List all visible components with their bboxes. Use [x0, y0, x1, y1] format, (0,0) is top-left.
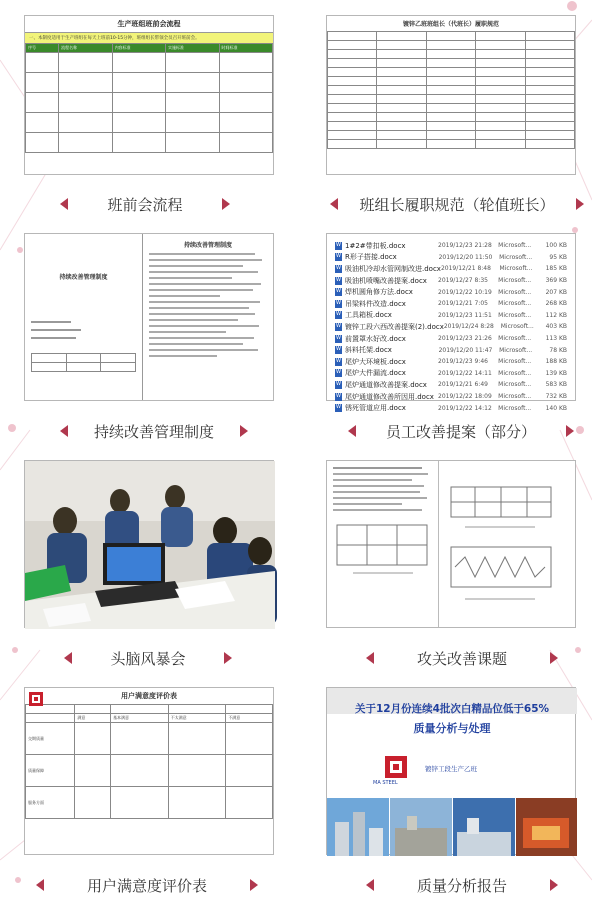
file-date: 2019/12/22 18:09: [438, 393, 492, 401]
schematic-figures: [445, 467, 565, 617]
file-type: Microsoft...: [500, 323, 534, 331]
report-org: 镀锌工段生产乙班: [425, 765, 477, 773]
file-row[interactable]: [335, 321, 567, 333]
file-type: Microsoft...: [498, 335, 532, 343]
file-type: Microsoft...: [499, 265, 533, 273]
thumbnail-file-list[interactable]: [326, 233, 576, 413]
prev-arrow-icon[interactable]: [348, 425, 356, 437]
file-date: 2019/12/23 21:26: [438, 335, 492, 343]
file-date: 2019/12/21 6:49: [438, 381, 488, 389]
row-label: 交期质量: [26, 723, 75, 755]
file-name: 工具箱板.docx: [345, 311, 392, 320]
file-size: 100 KB: [545, 242, 567, 250]
col-header-unsatisfied: 不满意: [226, 714, 273, 723]
doc-body-title: 持续改善管理制度: [183, 242, 232, 249]
file-size: 185 KB: [545, 265, 567, 273]
word-doc-icon: [335, 335, 342, 343]
word-doc-icon: [335, 277, 342, 285]
file-size: 139 KB: [545, 369, 567, 377]
file-row[interactable]: [335, 240, 567, 252]
col-header-satisfied: 满意: [75, 714, 111, 723]
card-caption: 质量分析报告: [416, 876, 507, 895]
word-doc-icon: [335, 288, 342, 296]
next-arrow-icon[interactable]: [240, 425, 248, 437]
next-arrow-icon[interactable]: [224, 652, 232, 664]
file-type: Microsoft...: [498, 311, 532, 319]
file-name: 前置罩水好改.docx: [345, 334, 406, 343]
col-header-basic: 基本满意: [111, 714, 169, 723]
word-doc-icon: [335, 265, 342, 273]
doc-body-page: [143, 234, 273, 400]
file-row[interactable]: [335, 391, 567, 403]
file-row[interactable]: [335, 263, 567, 275]
file-type: Microsoft...: [499, 253, 533, 261]
caption-row: [24, 647, 274, 669]
next-arrow-icon[interactable]: [222, 198, 230, 210]
file-type: Microsoft...: [498, 242, 532, 250]
file-size: 403 KB: [545, 323, 567, 331]
file-date: 2019/12/20 11:50: [438, 253, 493, 261]
next-arrow-icon[interactable]: [250, 879, 258, 891]
card-caption: 班前会流程: [107, 195, 183, 214]
file-row[interactable]: [335, 286, 567, 298]
file-row[interactable]: [335, 379, 567, 391]
thumbnail-improvement-projects-doc[interactable]: [326, 460, 576, 628]
card-caption: 员工改善提案（部分）: [385, 422, 536, 441]
thumbnail-pre-shift-meeting-doc[interactable]: [24, 15, 274, 175]
file-size: 112 KB: [545, 311, 567, 319]
file-type: Microsoft...: [498, 288, 532, 296]
file-size: 140 KB: [545, 404, 567, 412]
duties-table: [327, 31, 575, 149]
file-row[interactable]: [335, 402, 567, 414]
thumbnail-satisfaction-form[interactable]: [24, 687, 274, 855]
file-type: Microsoft...: [498, 381, 532, 389]
doc-note: 一、本制度适用于生产班组在每天上班前10-15分钟，班组组长带领全员召开班前会。: [25, 33, 273, 43]
file-type: Microsoft...: [498, 369, 532, 377]
caption-row: [326, 193, 588, 215]
file-list: [327, 234, 575, 418]
card-caption: 持续改善管理制度: [93, 422, 214, 441]
file-type: Microsoft...: [498, 277, 532, 285]
file-date: 2019/12/27 8:35: [438, 277, 488, 285]
file-name: 吸油机喷嘴改善提案.docx: [345, 276, 427, 285]
logo-text: MA STEEL: [373, 780, 398, 786]
file-name: 尾炉大环境板.docx: [345, 357, 406, 366]
file-type: Microsoft...: [498, 393, 532, 401]
word-doc-icon: [335, 393, 342, 401]
file-size: 113 KB: [545, 335, 567, 343]
file-size: 369 KB: [545, 277, 567, 285]
file-date: 2019/12/24 8:28: [443, 323, 494, 331]
file-size: 207 KB: [545, 288, 567, 296]
file-row[interactable]: [335, 344, 567, 356]
prev-arrow-icon[interactable]: [366, 879, 374, 891]
file-name: 1#2#带扣板.docx: [345, 241, 406, 250]
col-header: 内容标准: [112, 44, 165, 53]
file-date: 2019/12/22 14:11: [438, 369, 492, 377]
report-title-line2: 质量分析与处理: [413, 722, 491, 735]
file-type: Microsoft...: [498, 358, 532, 366]
thumbnail-quality-report[interactable]: [326, 687, 576, 855]
caption-row: [24, 420, 274, 442]
card-caption: 班组长履职规范（轮值班长）: [359, 195, 555, 214]
form-title: 用户满意度评价表: [121, 692, 177, 700]
file-date: 2019/12/22 10:19: [438, 288, 492, 296]
word-doc-icon: [335, 381, 342, 389]
word-doc-icon: [335, 323, 342, 331]
file-name: 尾炉通道修改善所因用.docx: [345, 392, 434, 401]
file-date: 2019/12/23 11:51: [438, 311, 492, 319]
file-date: 2019/12/22 14:12: [438, 404, 492, 412]
next-arrow-icon[interactable]: [550, 879, 558, 891]
thumbnail-brainstorm-photo[interactable]: [24, 460, 274, 628]
report-photo-strip: [327, 798, 577, 856]
file-size: 78 KB: [549, 346, 567, 354]
file-row[interactable]: [335, 275, 567, 287]
caption-row: [326, 647, 588, 669]
file-size: 188 KB: [545, 358, 567, 366]
doc-title: 镀锌乙班班组长（代班长）履职规范: [402, 21, 499, 28]
file-name: 尾炉大件漏流.docx: [345, 369, 406, 378]
caption-row: [326, 874, 588, 896]
row-label: 服务方面: [26, 787, 75, 819]
caption-row: [326, 420, 588, 442]
file-name: 镀锌工段六西改善提案(2).docx: [345, 322, 444, 331]
next-arrow-icon[interactable]: [566, 425, 574, 437]
file-name: R形子搭接.docx: [345, 253, 397, 262]
satisfaction-table: [25, 704, 273, 819]
doc-right-page: [439, 461, 575, 627]
caption-row: [24, 874, 274, 896]
card-caption: 用户满意度评价表: [86, 876, 207, 895]
file-size: 268 KB: [545, 300, 567, 308]
prev-arrow-icon[interactable]: [60, 425, 68, 437]
file-type: Microsoft...: [498, 404, 532, 412]
doc-title: 生产班组班前会流程: [25, 16, 273, 33]
word-doc-icon: [335, 253, 342, 261]
report-title-line1: 关于12月份连续4批次白精品位低于65%: [354, 703, 550, 715]
file-name: 吊梁料件改造.docx: [345, 299, 406, 308]
col-header: 实施标准: [166, 44, 219, 53]
file-row[interactable]: [335, 310, 567, 322]
word-doc-icon: [335, 300, 342, 308]
word-doc-icon: [335, 311, 342, 319]
file-size: 95 KB: [549, 253, 567, 261]
file-type: Microsoft...: [498, 300, 532, 308]
word-doc-icon: [335, 369, 342, 377]
file-row[interactable]: [335, 252, 567, 264]
prev-arrow-icon[interactable]: [366, 652, 374, 664]
flow-table: [25, 43, 273, 153]
next-arrow-icon[interactable]: [550, 652, 558, 664]
next-arrow-icon[interactable]: [576, 198, 584, 210]
file-row[interactable]: [335, 298, 567, 310]
file-row[interactable]: [335, 368, 567, 380]
word-doc-icon: [335, 358, 342, 366]
doc-cover-title: 持续改善管理制度: [59, 274, 108, 281]
file-name: 斜料托架.docx: [345, 346, 392, 355]
col-header: 时间标准: [219, 44, 273, 53]
word-doc-icon: [335, 404, 342, 412]
thumbnail-team-leader-duties-doc[interactable]: [326, 15, 576, 175]
card-caption: 头脑风暴会: [110, 649, 186, 668]
file-date: 2019/12/23 21:28: [438, 242, 492, 250]
file-row[interactable]: [335, 356, 567, 368]
file-date: 2019/12/20 11:47: [438, 346, 493, 354]
file-name: 锈死管道应用.docx: [345, 404, 406, 413]
file-size: 732 KB: [545, 393, 567, 401]
row-label: 质量保障: [26, 755, 75, 787]
prev-arrow-icon[interactable]: [36, 879, 44, 891]
file-name: 尾炉通道修改善提案.docx: [345, 380, 427, 389]
col-header-not-quite: 不太满意: [168, 714, 226, 723]
prev-arrow-icon[interactable]: [64, 652, 72, 664]
caption-row: [24, 193, 274, 215]
col-header: 流程名称: [59, 44, 112, 53]
file-size: 583 KB: [545, 381, 567, 389]
cover-sign-table: [31, 353, 136, 372]
col-header: 序号: [26, 44, 59, 53]
file-date: 2019/12/23 9:46: [438, 358, 488, 366]
file-name: 吸油机冷却水管网制改进.docx: [345, 264, 441, 273]
prev-arrow-icon[interactable]: [330, 198, 338, 210]
thumbnail-continuous-improvement-doc[interactable]: [24, 233, 274, 401]
company-logo-icon: [29, 692, 43, 706]
file-date: 2019/12/21 8:48: [440, 265, 491, 273]
file-name: 焊机圆角修方法.docx: [345, 288, 413, 297]
diagram-figure: [333, 519, 431, 579]
file-date: 2019/12/21 7:05: [438, 300, 488, 308]
company-logo-icon: [385, 756, 407, 778]
word-doc-icon: [335, 242, 342, 250]
file-row[interactable]: [335, 333, 567, 345]
word-doc-icon: [335, 346, 342, 354]
brainstorm-meeting-photo: [25, 461, 275, 629]
card-caption: 攻关改善课题: [416, 649, 507, 668]
doc-left-page: [327, 461, 439, 627]
file-type: Microsoft...: [499, 346, 533, 354]
prev-arrow-icon[interactable]: [60, 198, 68, 210]
doc-cover-page: [25, 234, 143, 400]
